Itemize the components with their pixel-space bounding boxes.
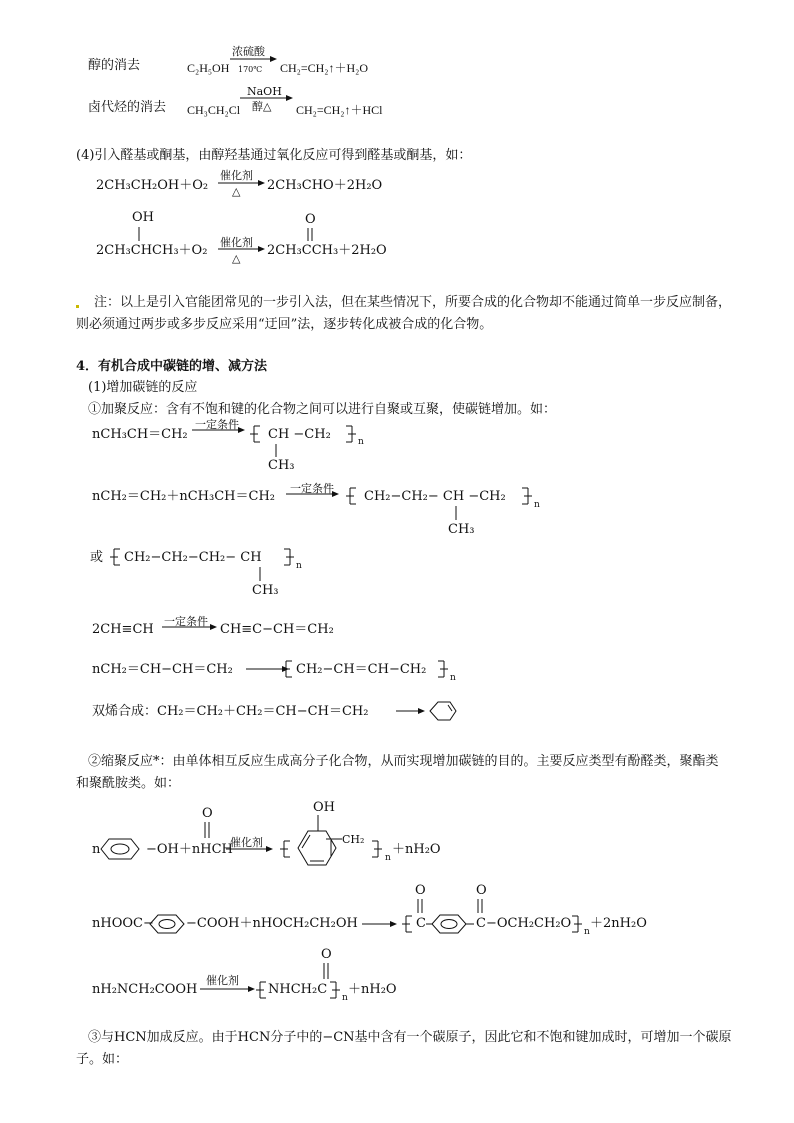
c1-ch2: CH₂ bbox=[342, 833, 365, 846]
c2-ester-chain: −OCH₂CH₂O bbox=[486, 916, 572, 931]
c3-polyamide: NHCH₂C bbox=[268, 982, 328, 997]
c2-water: ＋2nH₂O bbox=[590, 916, 647, 931]
c1-catalyst: 催化剂 bbox=[230, 836, 263, 849]
p3-methyl: CH₃ bbox=[252, 583, 279, 598]
item-condensation-line-2: 和聚酰胺类。如： bbox=[76, 776, 181, 791]
c3-water: ＋nH₂O bbox=[348, 982, 397, 997]
p2-condition: 一定条件 bbox=[290, 482, 334, 495]
c1-phenol-formaldehyde: −OH＋nHCH bbox=[146, 842, 233, 857]
polyester-ring bbox=[432, 915, 466, 933]
bracket-p5-left bbox=[282, 661, 292, 677]
c2-terephthalic: nHOOC− bbox=[92, 916, 154, 931]
bracket-p1-left bbox=[250, 426, 260, 442]
ethanol-formula: C₂H₅OH bbox=[187, 61, 230, 75]
bracket-c2-right bbox=[572, 916, 582, 932]
bracket-p3-right bbox=[284, 549, 294, 565]
c1-formaldehyde-o: O bbox=[202, 806, 213, 821]
alcohol-elimination-label: 醇的消去 bbox=[88, 58, 141, 73]
p5-polymer: CH₂−CH＝CH−CH₂ bbox=[296, 662, 427, 677]
terephthalic-ring bbox=[150, 915, 184, 933]
rx1-heat: △ bbox=[232, 185, 241, 198]
rx2-catalyst: 催化剂 bbox=[220, 236, 253, 249]
rx2-carbonyl-o: O bbox=[305, 212, 316, 227]
bracket-p1-right bbox=[346, 426, 356, 442]
bracket-c3-left bbox=[256, 982, 266, 998]
cond-conc-sulfuric: 浓硫酸 bbox=[232, 45, 265, 58]
bracket-c1-right bbox=[372, 841, 382, 857]
ethene-hcl-product: CH₂=CH₂↑＋HCl bbox=[296, 103, 383, 117]
c3-glycine: nH₂NCH₂COOH bbox=[92, 982, 198, 997]
subheading-1: (1)增加碳链的反应 bbox=[88, 380, 198, 395]
p1-methyl: CH₃ bbox=[268, 458, 295, 473]
note-line-1: 注：以上是引入官能团常见的一步引入法，但在某些情况下，所要合成的化合物却不能通过简单一步反应制备， bbox=[94, 295, 732, 310]
p5-subscript-n: n bbox=[450, 673, 456, 683]
c2-c-right: C bbox=[476, 916, 486, 931]
rx1-reactants: 2CH₃CH₂OH＋O₂ bbox=[96, 178, 209, 193]
bracket-p2-right bbox=[522, 488, 532, 504]
item-hcn-line-1: ③与HCN加成反应。由于HCN分子中的−CN基中含有一个碳原子，因此它和不饱和键加成时，可增加一个碳原 bbox=[88, 1030, 732, 1045]
c1-water: ＋nH₂O bbox=[392, 842, 441, 857]
cyclohexene-ring bbox=[430, 702, 456, 720]
p3-or: 或 bbox=[90, 550, 104, 565]
p1-condition: 一定条件 bbox=[195, 418, 239, 431]
bracket-p5-right bbox=[438, 661, 448, 677]
p2-polymer: CH₂−CH₂− CH −CH₂ bbox=[364, 489, 506, 504]
item-condensation-line-1: ②缩聚反应*：由单体相互反应生成高分子化合物，从而实现增加碳链的目的。主要反应类型有酚醛类，聚酯类 bbox=[88, 754, 719, 769]
c2-subscript-n: n bbox=[584, 927, 590, 937]
paragraph-4: (4)引入醛基或酮基，由醇羟基通过氧化反应可得到醛基或酮基，如： bbox=[76, 148, 472, 163]
bracket-p2-left bbox=[346, 488, 356, 504]
c2-glycol: −COOH＋nHOCH₂CH₂OH bbox=[186, 916, 358, 931]
p3-subscript-n: n bbox=[296, 561, 302, 571]
bracket-c1-left bbox=[280, 841, 290, 857]
c1-subscript-n: n bbox=[385, 853, 391, 863]
p2-subscript-n: n bbox=[534, 500, 540, 510]
p4-acetylene: 2CH≡CH bbox=[92, 622, 154, 637]
p3-polymer: CH₂−CH₂−CH₂− CH bbox=[124, 550, 262, 565]
section-heading-4: 4．有机合成中碳链的增、减方法 bbox=[76, 359, 268, 374]
resin-ring bbox=[298, 831, 336, 865]
cond-naoh: NaOH bbox=[247, 85, 282, 98]
phenol-ring bbox=[101, 839, 139, 859]
c3-catalyst: 催化剂 bbox=[206, 974, 239, 987]
p1-polymer: CH −CH₂ bbox=[268, 427, 331, 442]
note-line-2: 则必须通过两步或多步反应采用“迂回”法，逐步转化成被合成的化合物。 bbox=[76, 317, 493, 332]
c2-c-left: C bbox=[416, 916, 426, 931]
c3-subscript-n: n bbox=[342, 993, 348, 1003]
p2-monomers: nCH₂＝CH₂＋nCH₃CH＝CH₂ bbox=[92, 489, 276, 504]
rx2-reactants: 2CH₃CHCH₃＋O₂ bbox=[96, 243, 208, 258]
item-addition-polymerization: ①加聚反应：含有不饱和键的化合物之间可以进行自聚或互聚，使碳链增加。如： bbox=[88, 402, 557, 417]
p2-methyl: CH₃ bbox=[448, 522, 475, 537]
chloroethane-formula: CH₃CH₂Cl bbox=[187, 103, 241, 117]
ethene-product: CH₂=CH₂↑＋H₂O bbox=[280, 61, 368, 75]
diels-alder-text: 双烯合成：CH₂＝CH₂＋CH₂＝CH−CH＝CH₂ bbox=[92, 704, 369, 719]
rx2-products: 2CH₃CCH₃＋2H₂O bbox=[267, 243, 387, 258]
cond-170c: 170℃ bbox=[238, 65, 263, 74]
p1-subscript-n: n bbox=[358, 437, 364, 447]
item-hcn-line-2: 子。如： bbox=[76, 1052, 129, 1067]
c3-carbonyl-o: O bbox=[321, 947, 332, 962]
bracket-c2-left bbox=[402, 916, 412, 932]
p4-condition: 一定条件 bbox=[164, 615, 208, 628]
rx1-products: 2CH₃CHO＋2H₂O bbox=[267, 178, 383, 193]
rx1-catalyst: 催化剂 bbox=[220, 169, 253, 182]
c1-n: n bbox=[92, 842, 101, 857]
bracket-c3-right bbox=[330, 982, 340, 998]
rx2-oh-group: OH bbox=[132, 210, 154, 225]
p5-butadiene: nCH₂＝CH−CH＝CH₂ bbox=[92, 662, 233, 677]
p4-vinylacetylene: CH≡C−CH＝CH₂ bbox=[220, 622, 334, 637]
c2-o-left: O bbox=[415, 883, 426, 898]
haloalkane-elimination-label: 卤代烃的消去 bbox=[88, 100, 167, 115]
rx2-heat: △ bbox=[232, 252, 241, 265]
c1-phenol-oh: OH bbox=[313, 800, 335, 815]
cond-alcohol-heat: 醇△ bbox=[252, 100, 272, 113]
c2-o-right: O bbox=[476, 883, 487, 898]
p1-monomer: nCH₃CH＝CH₂ bbox=[92, 427, 188, 442]
bracket-p3-left bbox=[110, 549, 120, 565]
